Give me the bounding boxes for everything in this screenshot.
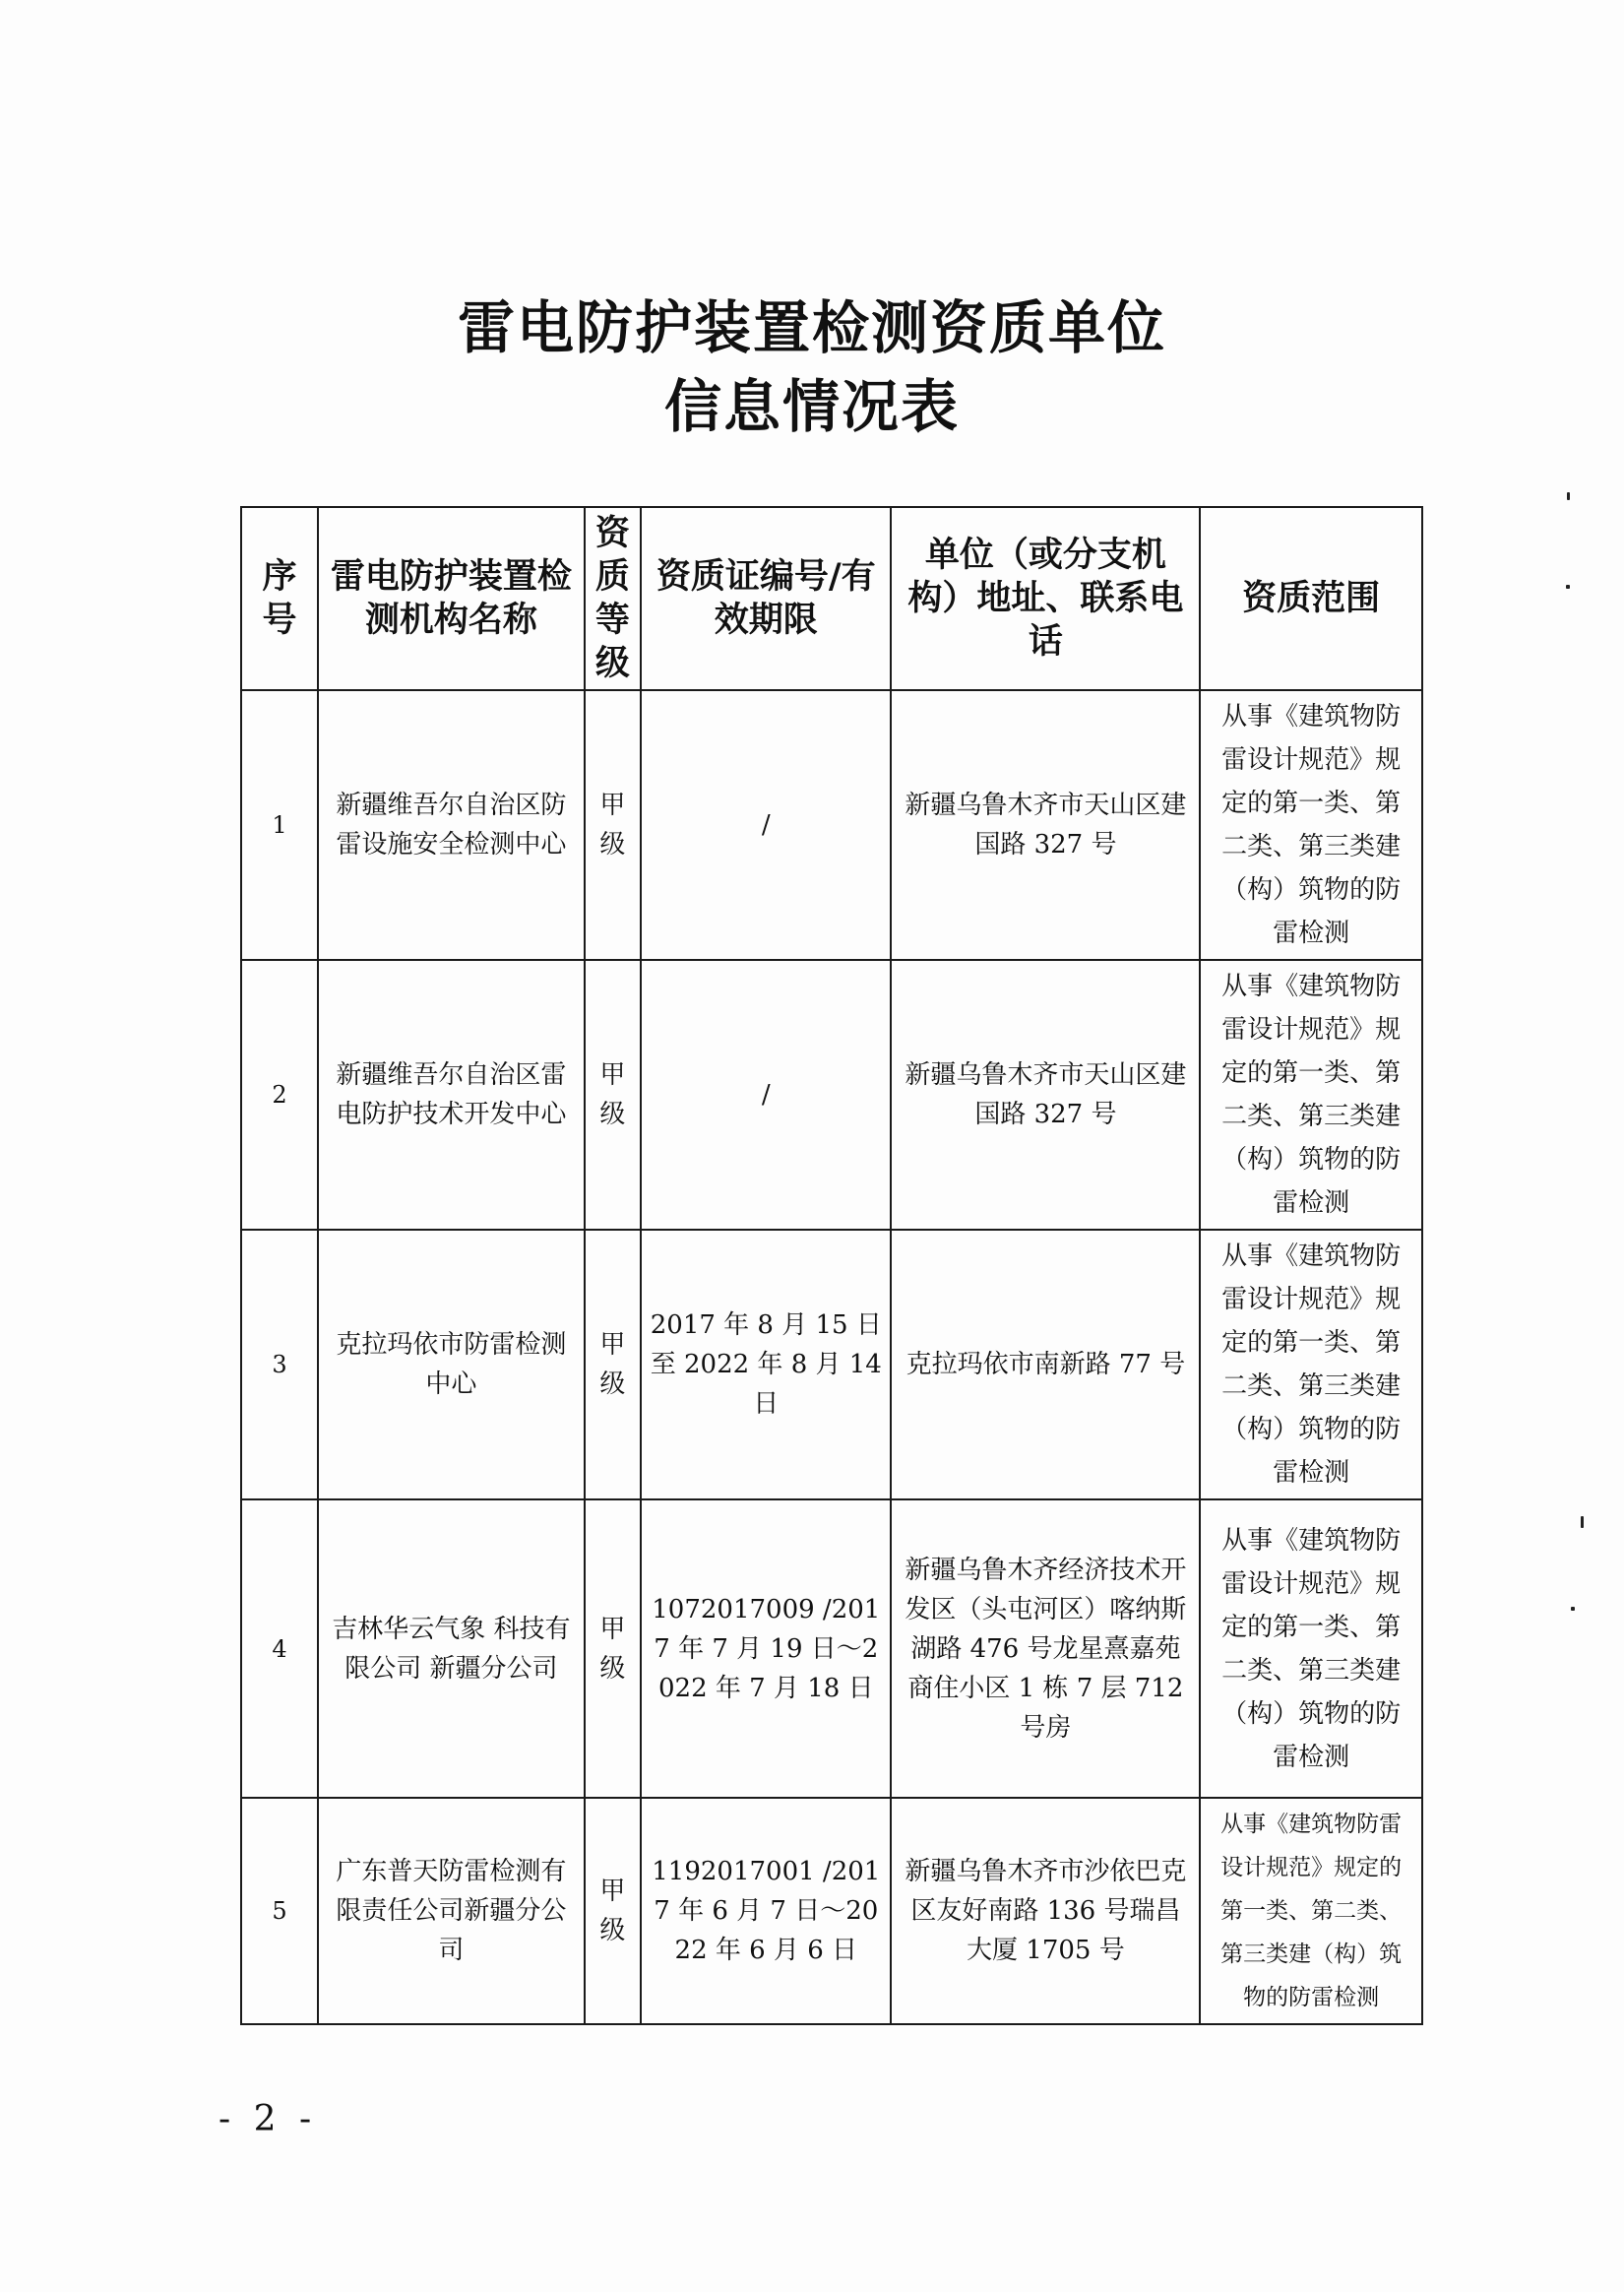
table-row	[241, 1798, 1422, 2024]
cell-seq: 3	[241, 1230, 318, 1499]
table-header-row	[241, 507, 1422, 690]
cell-scope: 从事《建筑物防雷设计规范》规定的第一类、第二类、第三类建（构）筑物的防雷检测	[1200, 1230, 1422, 1499]
cell-name: 广东普天防雷检测有限责任公司新疆分公司	[318, 1798, 585, 2024]
cell-name: 克拉玛依市防雷检测中心	[318, 1230, 585, 1499]
table-row	[241, 960, 1422, 1230]
header-scope: 资质范围	[1200, 507, 1422, 690]
header-name: 雷电防护装置检测机构名称	[318, 507, 585, 690]
scan-mark	[1581, 1516, 1584, 1528]
document-subtitle: 信息情况表	[663, 373, 960, 440]
document-title: 雷电防护装置检测资质单位	[457, 294, 1166, 361]
cell-address: 新疆乌鲁木齐市天山区建国路 327 号	[891, 690, 1200, 960]
header-seq: 序号	[241, 507, 318, 690]
cell-cert: 1192017001 /2017 年 6 月 7 日～2022 年 6 月 6 日	[641, 1798, 891, 2024]
cell-scope: 从事《建筑物防雷设计规范》规定的第一类、第二类、第三类建（构）筑物的防雷检测	[1200, 1499, 1422, 1798]
header-address: 单位（或分支机构）地址、联系电话	[891, 507, 1200, 690]
cell-cert: 2017 年 8 月 15 日至 2022 年 8 月 14 日	[641, 1230, 891, 1499]
page-number: - 2 -	[219, 2099, 318, 2139]
cell-seq: 4	[241, 1499, 318, 1798]
header-grade: 资质等级	[585, 507, 641, 690]
cell-seq: 1	[241, 690, 318, 960]
cell-scope: 从事《建筑物防雷设计规范》规定的第一类、第二类、第三类建（构）筑物的防雷检测	[1200, 690, 1422, 960]
cell-grade: 甲级	[585, 1230, 641, 1499]
cell-address: 克拉玛依市南新路 77 号	[891, 1230, 1200, 1499]
cell-name: 吉林华云气象 科技有限公司 新疆分公司	[318, 1499, 585, 1798]
scan-mark	[1567, 492, 1570, 500]
cell-cert: /	[641, 960, 891, 1230]
cell-seq: 2	[241, 960, 318, 1230]
scan-mark	[1566, 585, 1570, 589]
cell-grade: 甲级	[585, 1798, 641, 2024]
cell-cert: /	[641, 690, 891, 960]
header-cert: 资质证编号/有效期限	[641, 507, 891, 690]
cell-seq: 5	[241, 1798, 318, 2024]
cell-address: 新疆乌鲁木齐市沙依巴克区友好南路 136 号瑞昌大厦 1705 号	[891, 1798, 1200, 2024]
cell-scope: 从事《建筑物防雷设计规范》规定的第一类、第二类、第三类建（构）筑物的防雷检测	[1200, 960, 1422, 1230]
table-row	[241, 690, 1422, 960]
cell-name: 新疆维吾尔自治区防雷设施安全检测中心	[318, 690, 585, 960]
cell-scope: 从事《建筑物防雷设计规范》规定的第一类、第二类、第三类建（构）筑物的防雷检测	[1200, 1798, 1422, 2024]
table-row	[241, 1230, 1422, 1499]
table-row	[241, 1499, 1422, 1798]
cell-grade: 甲级	[585, 690, 641, 960]
scan-mark	[1571, 1607, 1575, 1611]
cell-cert: 1072017009 /2017 年 7 月 19 日～2022 年 7 月 18 日	[641, 1499, 891, 1798]
cell-grade: 甲级	[585, 1499, 641, 1798]
cell-address: 新疆乌鲁木齐市天山区建国路 327 号	[891, 960, 1200, 1230]
qualification-info-table	[240, 506, 1423, 2025]
cell-address: 新疆乌鲁木齐经济技术开发区（头屯河区）喀纳斯湖路 476 号龙星熹嘉苑商住小区 1 栋 7 层 712 号房	[891, 1499, 1200, 1798]
cell-name: 新疆维吾尔自治区雷电防护技术开发中心	[318, 960, 585, 1230]
cell-grade: 甲级	[585, 960, 641, 1230]
